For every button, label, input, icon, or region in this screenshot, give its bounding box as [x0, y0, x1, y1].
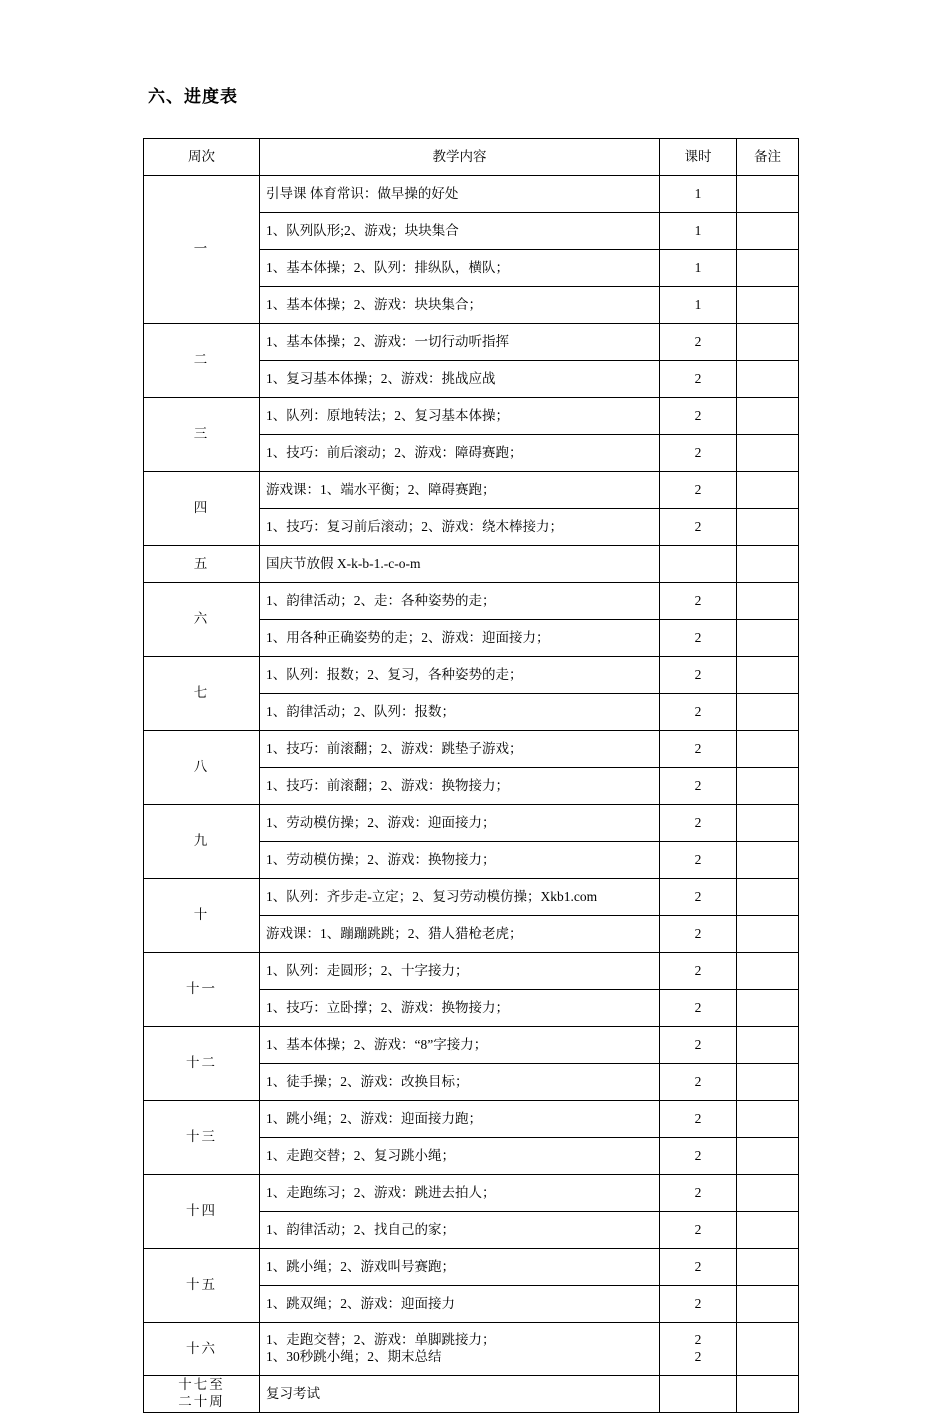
content-cell: 1、劳动模仿操；2、游戏：换物接力； [260, 842, 660, 879]
week-cell-line: 二十周 [178, 1394, 225, 1409]
hours-cell: 2 [660, 361, 737, 398]
content-cell: 游戏课：1、端水平衡；2、障碍赛跑； [260, 472, 660, 509]
content-cell: 1、跳双绳；2、游戏：迎面接力 [260, 1286, 660, 1323]
remark-cell [737, 509, 799, 546]
content-cell: 1、劳动模仿操；2、游戏：迎面接力； [260, 805, 660, 842]
remark-cell [737, 694, 799, 731]
week-cell: 五 [144, 546, 260, 583]
week-cell: 八 [144, 731, 260, 805]
table-header-row [144, 139, 799, 176]
week-cell: 九 [144, 805, 260, 879]
content-cell: 1、队列：走圆形；2、十字接力； [260, 953, 660, 990]
hours-cell [660, 546, 737, 583]
table-row [144, 657, 799, 694]
hours-cell: 2 [660, 324, 737, 361]
hours-cell: 2 [660, 1027, 737, 1064]
hours-cell: 2 [660, 398, 737, 435]
content-cell: 1、跳小绳；2、游戏叫号赛跑； [260, 1249, 660, 1286]
table-row [144, 472, 799, 509]
content-cell: 1、队列队形;2、游戏；块块集合 [260, 213, 660, 250]
remark-cell [737, 731, 799, 768]
remark-cell [737, 1101, 799, 1138]
remark-cell [737, 213, 799, 250]
remark-cell [737, 176, 799, 213]
hours-cell: 2 [660, 694, 737, 731]
table-row [144, 1249, 799, 1286]
remark-cell [737, 1027, 799, 1064]
hours-cell: 2 [660, 472, 737, 509]
remark-cell [737, 583, 799, 620]
hours-cell: 2 [660, 842, 737, 879]
remark-cell [737, 546, 799, 583]
remark-cell [737, 324, 799, 361]
hours-cell: 2 [660, 953, 737, 990]
remark-cell [737, 1286, 799, 1323]
hours-cell: 2 [660, 768, 737, 805]
content-cell: 1、队列：报数；2、复习，各种姿势的走； [260, 657, 660, 694]
week-cell [144, 1376, 260, 1413]
week-cell: 六 [144, 583, 260, 657]
week-cell: 十六 [144, 1323, 260, 1376]
remark-cell [737, 768, 799, 805]
table-row [144, 398, 799, 435]
content-cell: 1、韵律活动；2、队列：报数； [260, 694, 660, 731]
table-row [144, 1027, 799, 1064]
content-cell: 1、用各种正确姿势的走；2、游戏：迎面接力； [260, 620, 660, 657]
hours-cell: 2 [660, 583, 737, 620]
hours-cell: 1 [660, 287, 737, 324]
remark-cell [737, 435, 799, 472]
week-cell: 四 [144, 472, 260, 546]
header-content: 教学内容 [260, 139, 660, 176]
table-row [144, 176, 799, 213]
week-cell: 十一 [144, 953, 260, 1027]
week-cell: 三 [144, 398, 260, 472]
hours-cell [660, 1323, 737, 1376]
content-cell: 1、徒手操；2、游戏：改换目标； [260, 1064, 660, 1101]
hours-cell: 2 [660, 1212, 737, 1249]
header-week: 周次 [144, 139, 260, 176]
content-cell: 1、基本体操；2、游戏：“8”字接力； [260, 1027, 660, 1064]
hours-cell: 2 [660, 1286, 737, 1323]
table-row [144, 1101, 799, 1138]
week-cell: 十三 [144, 1101, 260, 1175]
hours-cell: 2 [660, 805, 737, 842]
hours-cell: 2 [660, 916, 737, 953]
content-cell: 国庆节放假 X-k-b-1.-c-o-m [260, 546, 660, 583]
content-cell-line: 1、30秒跳小绳；2、期末总结 [266, 1349, 442, 1364]
hours-cell: 2 [660, 1064, 737, 1101]
hours-cell: 2 [660, 1249, 737, 1286]
table-row [144, 805, 799, 842]
schedule-table-body [144, 139, 799, 1413]
content-cell: 1、韵律活动；2、找自己的家； [260, 1212, 660, 1249]
remark-cell [737, 1212, 799, 1249]
content-cell-line: 1、走跑交替；2、游戏：单脚跳接力； [266, 1332, 496, 1348]
hours-cell: 2 [660, 657, 737, 694]
remark-cell [737, 990, 799, 1027]
remark-cell [737, 879, 799, 916]
hours-cell: 1 [660, 176, 737, 213]
remark-cell [737, 1138, 799, 1175]
content-cell [260, 1323, 660, 1376]
table-row [144, 1175, 799, 1212]
remark-cell [737, 805, 799, 842]
remark-cell [737, 657, 799, 694]
table-row [144, 324, 799, 361]
hours-cell: 2 [660, 620, 737, 657]
remark-cell [737, 398, 799, 435]
week-cell-line: 十七至 [178, 1377, 225, 1393]
table-row [144, 953, 799, 990]
week-cell: 七 [144, 657, 260, 731]
schedule-table [143, 138, 799, 1413]
hours-cell [660, 1376, 737, 1413]
week-cell: 十五 [144, 1249, 260, 1323]
hours-cell: 2 [660, 435, 737, 472]
week-cell: 十二 [144, 1027, 260, 1101]
remark-cell [737, 1175, 799, 1212]
hours-cell: 1 [660, 250, 737, 287]
remark-cell [737, 620, 799, 657]
content-cell: 1、跳小绳；2、游戏：迎面接力跑； [260, 1101, 660, 1138]
hours-cell: 2 [660, 1138, 737, 1175]
remark-cell [737, 472, 799, 509]
remark-cell [737, 250, 799, 287]
table-row [144, 583, 799, 620]
remark-cell [737, 1323, 799, 1376]
content-cell: 1、走跑交替；2、复习跳小绳； [260, 1138, 660, 1175]
content-cell: 1、走跑练习；2、游戏：跳进去拍人； [260, 1175, 660, 1212]
remark-cell [737, 1064, 799, 1101]
content-cell: 复习考试 [260, 1376, 660, 1413]
content-cell: 1、基本体操；2、游戏：块块集合； [260, 287, 660, 324]
content-cell: 1、技巧：前后滚动；2、游戏：障碍赛跑； [260, 435, 660, 472]
hours-cell: 2 [660, 879, 737, 916]
content-cell: 1、队列：原地转法；2、复习基本体操； [260, 398, 660, 435]
week-cell: 二 [144, 324, 260, 398]
page-title: 六、进度表 [148, 87, 238, 106]
hours-cell: 2 [660, 509, 737, 546]
content-cell: 1、基本体操；2、游戏：一切行动听指挥 [260, 324, 660, 361]
hours-cell: 2 [660, 731, 737, 768]
content-cell: 1、技巧：立卧撑；2、游戏：换物接力； [260, 990, 660, 1027]
hours-cell-line: 2 [694, 1332, 702, 1348]
hours-cell: 2 [660, 1101, 737, 1138]
table-row [144, 546, 799, 583]
hours-cell: 2 [660, 1175, 737, 1212]
week-cell: 十 [144, 879, 260, 953]
content-cell: 1、基本体操；2、队列：排纵队，横队； [260, 250, 660, 287]
content-cell: 1、复习基本体操；2、游戏：挑战应战 [260, 361, 660, 398]
remark-cell [737, 287, 799, 324]
remark-cell [737, 361, 799, 398]
header-hours: 课时 [660, 139, 737, 176]
remark-cell [737, 1249, 799, 1286]
week-cell: 十四 [144, 1175, 260, 1249]
remark-cell [737, 953, 799, 990]
content-cell: 1、队列：齐步走-立定；2、复习劳动模仿操；Xkb1.com [260, 879, 660, 916]
content-cell: 1、技巧：复习前后滚动；2、游戏：绕木棒接力； [260, 509, 660, 546]
content-cell: 1、技巧：前滚翻；2、游戏：跳垫子游戏； [260, 731, 660, 768]
table-row [144, 879, 799, 916]
content-cell: 引导课 体育常识：做早操的好处 [260, 176, 660, 213]
table-row [144, 1323, 799, 1376]
remark-cell [737, 916, 799, 953]
content-cell: 1、韵律活动；2、走：各种姿势的走； [260, 583, 660, 620]
table-row [144, 731, 799, 768]
hours-cell-line: 2 [694, 1349, 702, 1364]
content-cell: 1、技巧：前滚翻；2、游戏：换物接力； [260, 768, 660, 805]
hours-cell: 1 [660, 213, 737, 250]
week-cell: 一 [144, 176, 260, 324]
remark-cell [737, 842, 799, 879]
hours-cell: 2 [660, 990, 737, 1027]
table-row [144, 1376, 799, 1413]
remark-cell [737, 1376, 799, 1413]
content-cell: 游戏课：1、蹦蹦跳跳；2、猎人猎枪老虎； [260, 916, 660, 953]
header-remark: 备注 [737, 139, 799, 176]
